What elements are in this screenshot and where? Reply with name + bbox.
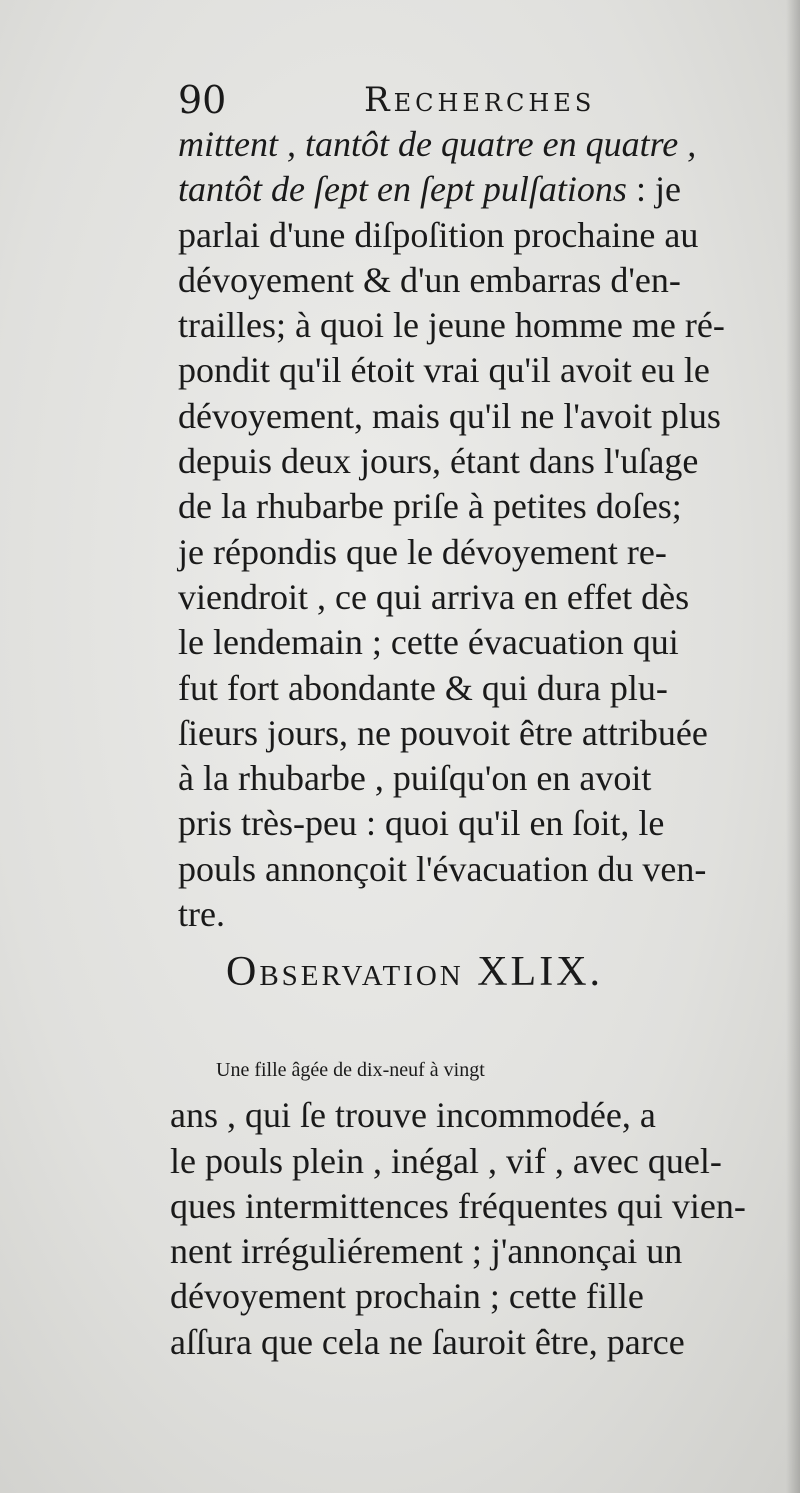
text-line: dévoyement, mais qu'il ne l'avoit plus: [178, 395, 721, 436]
text-line: à la rhubarbe , puiſqu'on en avoit: [178, 758, 652, 799]
text-line: trailles; à quoi le jeune homme me ré-: [178, 305, 725, 346]
text-line: de la rhubarbe priſe à petites doſes;: [178, 486, 682, 527]
text-line: aſſura que cela ne ſauroit être, parce: [170, 1321, 685, 1362]
text-line: depuis deux jours, étant dans l'uſage: [178, 441, 699, 482]
text-line: je répondis que le dévoyement re-: [178, 531, 667, 572]
text-line: le lendemain ; cette évacuation qui: [178, 622, 679, 663]
text-line: ques intermittences fréquentes qui vien-: [170, 1185, 746, 1226]
text-line: dévoyement & d'un embarras d'en-: [178, 259, 681, 300]
text-line-roman: : je: [626, 169, 681, 210]
text-line: [170, 1139, 780, 1184]
page-header: [178, 78, 778, 128]
text-line: [178, 167, 776, 212]
text-line: Une fille âgée de dix-neuf à vingt: [216, 1059, 485, 1081]
running-head: Recherches: [364, 80, 596, 120]
text-line: parlai d'une diſpoſition prochaine au: [178, 214, 699, 255]
text-line: fut fort abondante & qui dura plu-: [178, 667, 668, 708]
text-line: viendroit , ce qui arriva en effet dès: [178, 576, 690, 617]
text-line: mittent , tantôt de quatre en quatre ,: [178, 124, 697, 164]
text-line: ſieurs jours, ne pouvoit être attribuée: [178, 712, 708, 753]
text-line-italic: plein , inégal , vif , avec quel-: [292, 1140, 722, 1181]
text-line: [170, 1229, 780, 1274]
text-line: dévoyement prochain ; cette fille: [170, 1276, 644, 1317]
text-line: ans , qui ſe trouve incommodée, a: [170, 1095, 656, 1136]
text-line: pris très-peu : quoi qu'il en ſoit, le: [178, 803, 665, 844]
text-line: pondit qu'il étoit vrai qu'il avoit eu le: [178, 350, 710, 391]
text-line: tre.: [178, 894, 225, 935]
text-line-italic: nent irréguliérement: [170, 1231, 463, 1272]
paragraph-observation: [170, 1048, 780, 1365]
paragraph-continued: [178, 122, 776, 937]
text-line: pouls annonçoit l'évacuation du ven-: [178, 848, 707, 889]
text-line-roman: le pouls: [170, 1140, 292, 1181]
observation-heading: Observation XLIX.: [226, 949, 604, 995]
text-line-roman: ; j'annonçai un: [462, 1231, 683, 1272]
page-number: 90: [178, 78, 227, 122]
text-line-italic: tantôt de ſept en ſept pulſations: [178, 169, 627, 210]
